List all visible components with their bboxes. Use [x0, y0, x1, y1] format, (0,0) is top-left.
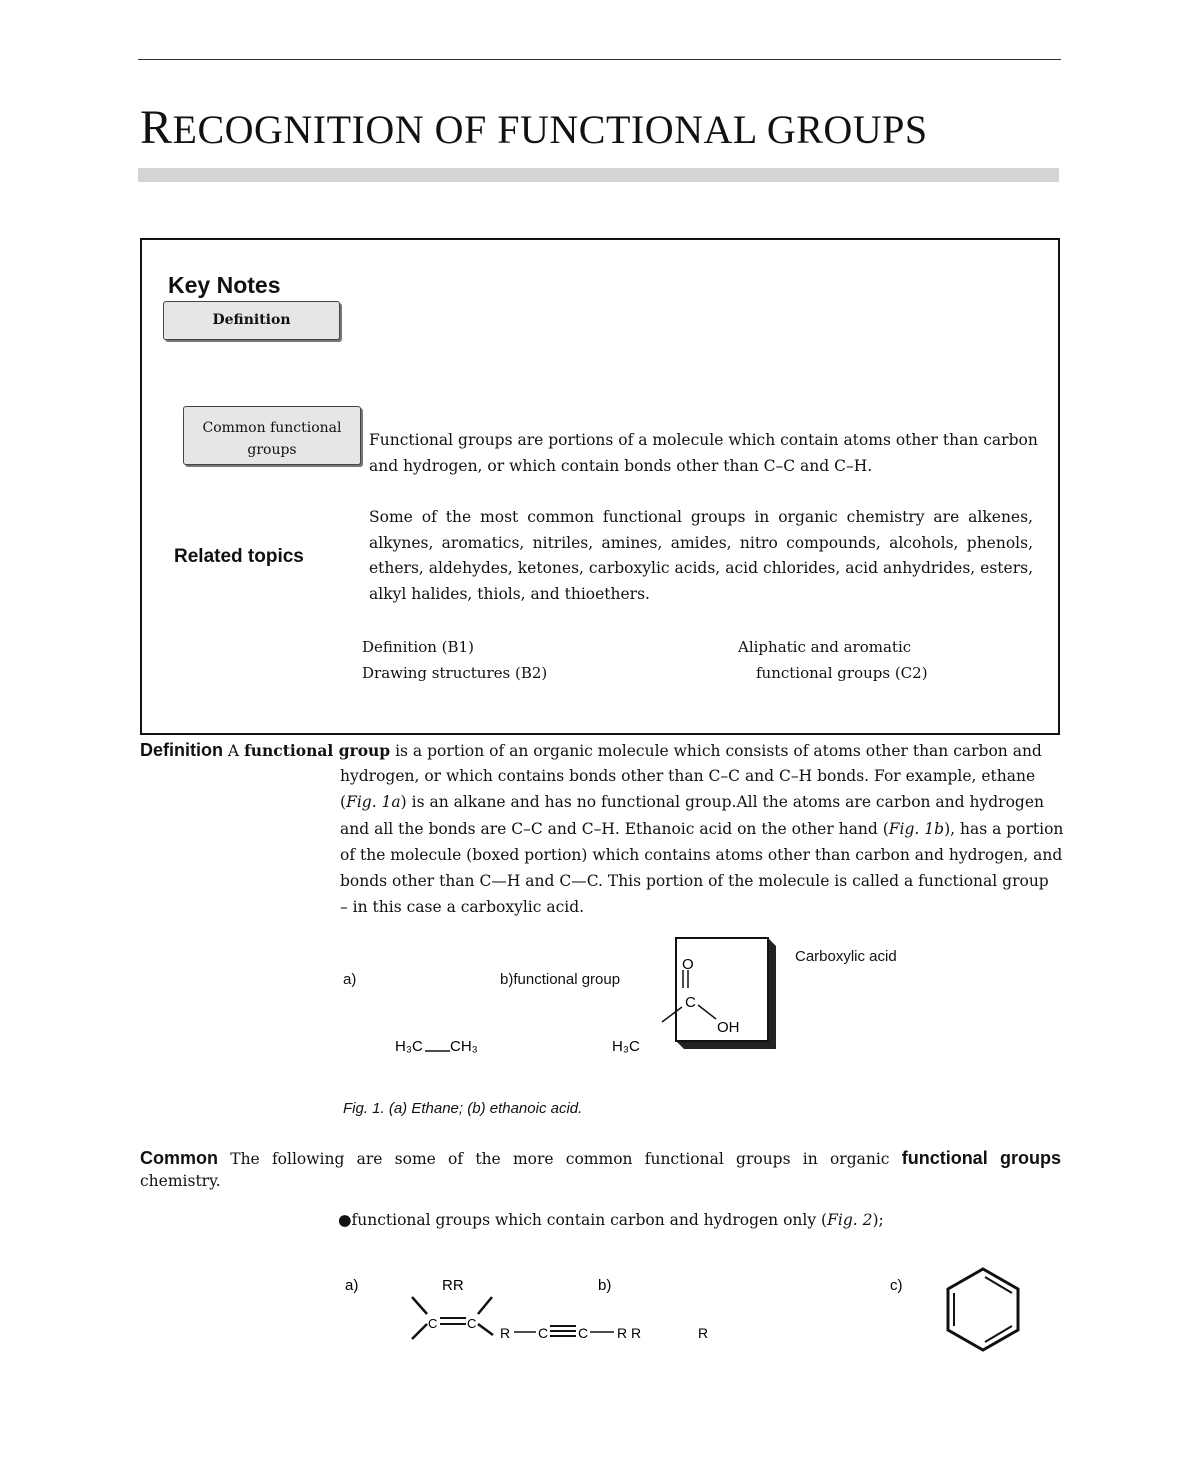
fig2-label-a: a): [345, 1277, 359, 1294]
alkene-c1: C: [428, 1316, 438, 1331]
atom-o: O: [682, 956, 694, 973]
bullet-text-end: );: [872, 1211, 884, 1229]
common-groups-note: Some of the most common functional groups in organic chemistry are alkenes, alkynes, aromatics, nitriles, amines, amides, nitro compounds, alcohols, phenols, ethers, aldehydes, ketones, carboxylic acids, acid chlorides, acid anhydrides, esters, alkyl halides, thiols, and thioethers.: [369, 508, 1033, 603]
figure1-caption: Fig. 1. (a) Ethane; (b) ethanoic acid.: [343, 1100, 583, 1117]
fig-ref: Fig. 2: [827, 1211, 873, 1229]
alkyne-c2: C: [578, 1325, 589, 1341]
related-topics-heading: Related topics: [174, 546, 304, 567]
definition-note: Functional groups are portions of a molecule which contain atoms other than carbon and hydrogen, or which contain bonds other than C–C and C–H.: [369, 431, 1038, 475]
title-initial: R: [140, 101, 173, 154]
common-section-line2: chemistry.: [140, 1172, 221, 1190]
key-notes-heading: Key Notes: [168, 272, 281, 298]
fig1-label-a: a): [343, 971, 357, 988]
bullet-icon: ●: [338, 1211, 352, 1229]
fig-ref: Fig. 1a: [346, 793, 401, 811]
atom-oh: OH: [717, 1019, 740, 1036]
acid-h3c: H₃C: [612, 1038, 640, 1055]
alkene-bond-ur: [478, 1297, 492, 1314]
def-text: ) is an alkane and has no functional group.All the atoms are carbon and hydrogen: [400, 793, 1044, 811]
definition-tab: Definition: [163, 301, 340, 340]
ethane-ch3: CH₃: [450, 1038, 478, 1055]
definition-line-5: of the molecule (boxed portion) which contains atoms other than carbon and hydrogen, and: [340, 846, 1063, 864]
fig-ref: Fig. 1b: [888, 820, 945, 838]
alkene-bond-ll: [412, 1324, 427, 1339]
common-functional-groups-tab: [183, 406, 361, 465]
alkene-rr: RR: [442, 1277, 464, 1294]
fig1-label-b: b)functional group: [500, 971, 621, 988]
def-text: is a portion of an organic molecule which consists of atoms other than carbon and: [390, 742, 1042, 760]
related-aliphatic-line2: functional groups (C2): [756, 664, 928, 682]
bullet-item: [338, 1211, 884, 1229]
related-aliphatic-line1: Aliphatic and aromatic: [738, 638, 912, 656]
definition-line-6: bonds other than C—H and C—C. This portion of the molecule is called a functional group: [340, 872, 1049, 890]
atom-c: C: [685, 994, 696, 1011]
alkene-bond-ul: [412, 1297, 427, 1314]
figure2-structures: [330, 1262, 1040, 1362]
common-tab-line1: Common functional: [202, 420, 342, 436]
benzene-ring: [948, 1269, 1018, 1350]
related-definition: Definition (B1): [362, 638, 474, 656]
definition-line-4: [340, 816, 1063, 842]
figure1-structures: [380, 925, 800, 1065]
definition-line-1: [140, 737, 1042, 764]
common-head-2: functional groups: [901, 1148, 1061, 1168]
definition-head: Definition: [140, 740, 223, 760]
bullet-text: functional groups which contain carbon and hydrogen only (: [351, 1211, 828, 1229]
alkyne-r3: R: [698, 1325, 709, 1341]
related-drawing-structures: Drawing structures (B2): [362, 664, 548, 682]
title-underbar: [138, 168, 1059, 182]
page-title: [140, 100, 928, 155]
functional-group-term: functional group: [244, 741, 391, 760]
fig2-label-b: b): [598, 1277, 612, 1294]
def-text: (: [340, 793, 347, 811]
def-text: and all the bonds are C–C and C–H. Ethanoic acid on the other hand (: [340, 820, 889, 838]
common-text: The following are some of the more common functional groups in organic: [218, 1150, 902, 1168]
definition-line-3: [340, 789, 1044, 815]
definition-line-7: – in this case a carboxylic acid.: [340, 898, 585, 916]
common-section-line1: [140, 1145, 1061, 1172]
def-text: ), has a portion: [944, 820, 1064, 838]
carboxylic-acid-label: Carboxylic acid: [795, 948, 897, 965]
alkene-c2: C: [467, 1316, 477, 1331]
alkyne-c1: C: [538, 1325, 549, 1341]
title-rest: ECOGNITION OF FUNCTIONAL GROUPS: [172, 107, 928, 152]
ethane-h3c: H₃C: [395, 1038, 423, 1055]
def-text: A: [223, 742, 245, 760]
top-rule: [138, 59, 1061, 60]
alkyne-rr: R R: [617, 1325, 642, 1341]
common-head: Common: [140, 1148, 218, 1168]
definition-line-2: hydrogen, or which contains bonds other than C–C and C–H bonds. For example, ethane: [340, 767, 1036, 785]
alkyne-r1: R: [500, 1325, 511, 1341]
alkene-bond-lr: [478, 1324, 493, 1335]
fig2-label-c: c): [890, 1277, 903, 1294]
common-tab-line2: groups: [247, 442, 297, 458]
